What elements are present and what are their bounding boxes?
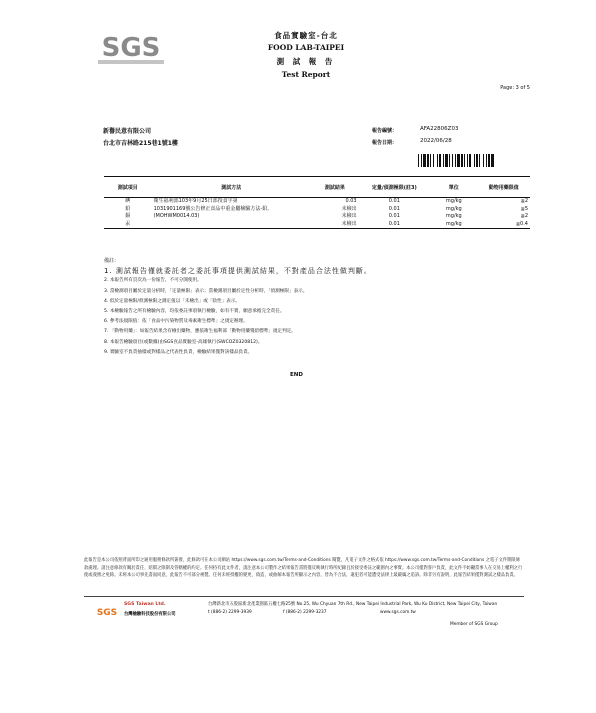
note-item: 4. 低於定量極限/偵測極限之測定值以「未檢出」或「陰性」表示。 (104, 298, 241, 304)
cell-result: 未檢出 (311, 221, 359, 229)
cell-unit: mg/kg (445, 198, 462, 204)
col-unit: 單位 (430, 177, 478, 198)
barcode-bar (427, 154, 429, 167)
barcode-bar (457, 154, 460, 167)
report-title-en: Test Report (281, 70, 331, 79)
barcode-bar (474, 154, 475, 167)
col-test-method: 測試方法 (152, 177, 311, 198)
cell-item: 鎘 (125, 213, 131, 219)
cell-method: 1031901169號公告修正食品中重金屬檢驗方法-鉛、 (153, 205, 273, 212)
cell-result: 未檢出 (341, 205, 357, 212)
barcode-bar (445, 154, 448, 167)
footer-website[interactable]: www.sgs.com.tw (380, 610, 416, 615)
report-date: 2022/06/28 (420, 138, 452, 144)
cell-unit: mg/kg (445, 213, 462, 219)
footer-sgs-logo (94, 603, 120, 618)
barcode-bar (443, 154, 444, 167)
report-date-label: 報告日期： (372, 140, 398, 146)
cell-limit: ≦2 (520, 198, 528, 204)
cell-item: 鉛 (125, 205, 131, 212)
cell-item: 碘 (125, 198, 131, 204)
barcode-bar (491, 154, 494, 167)
cell-limit: ≦0.4 (478, 221, 530, 229)
note-item: 3. 當檢測項目屬於定量分析時，「定量極限」表示；當檢測項目屬於定性分析時，「偵測極限」表示。 (104, 288, 308, 294)
barcode-bar (430, 154, 431, 167)
note-item: 6. 參考法規限值：依「食品中污染物質及毒素衛生標準」之規定辦理。 (104, 319, 248, 325)
sgs-logo (96, 28, 166, 68)
notes-section (104, 256, 534, 358)
col-limit: 動物用藥限值 (478, 177, 530, 198)
barcode-bar (469, 154, 471, 167)
barcode-bar (486, 154, 487, 167)
barcode-bar (439, 154, 441, 167)
barcode-bar (449, 154, 450, 167)
cell-result: 未檢出 (341, 213, 357, 219)
barcode-bar (483, 154, 484, 167)
cell-method: 衛生福利部103年9月25日部授食字第 (153, 198, 238, 204)
footer-disclaimer: 此報告是本公司依照背面所印之通用服務條款所簽發，此條款可在本公司網站 https://www.sgs.com.tw/Terms-and-Conditions 閱覽，凡電子文件之格式依 https://www.sgs.com.tw/Terms-and-Conditions 之電子文件期限條款處理。請注意條款有關於責任、賠償之限制及管轄權的約定。任何持有此文件者，請注意本公司製作之結果報告書將僅反映執行時所紀錄且於接受委託之範圍內之事實。本公司僅對客戶負責，此文件不妨礙當事人在交易上權利之行使或義務之免除。未經本公司事先書面同意，此報告不可部分複製。任何未經授權的變更、偽造、或曲解本報告所顯示之內容，皆為不合法，違犯者可能遭受法律上最嚴厲之追訴。除非另有說明，此報告結果僅對測試之樣品負責。 (84, 558, 523, 578)
end-marker: END (290, 372, 303, 378)
barcode-bar (488, 154, 490, 167)
cell-method: (MOHWM0014.03) (153, 213, 200, 219)
footer-company: SGS Taiwan Ltd. (124, 602, 166, 607)
barcode-bar (467, 154, 468, 167)
lab-name-en: FOOD LAB-TAIPEI (267, 43, 345, 52)
note-item: 8. 本報告檢驗項目(或數據)由SGS食品實驗室-高雄執行(SWCOZ0320812)。 (104, 339, 263, 345)
footer-company-cn: 台灣檢驗科技股份有限公司 (124, 612, 176, 617)
cell-item: 汞 (104, 221, 152, 229)
lab-name-cn: 食品實驗室-台北 (274, 31, 338, 40)
footer-address: 台灣新北市五股區新北產業園區五權七路25號 No.25, Wu Chyuan 7th Rd., New Taipei Industrial Park, Wu Ku District, New Taipei City, Taiwan (208, 602, 498, 607)
col-test-result: 測試結果 (311, 177, 359, 198)
barcode-bar (452, 154, 453, 167)
footer-divider (84, 596, 524, 597)
barcode-bar (479, 154, 480, 167)
report-title-cn: 測 試 報 告 (276, 57, 336, 66)
footer-member: Member of SGS Group (450, 622, 498, 627)
cell-limit: ≦2 (520, 213, 528, 219)
barcode-bar (476, 154, 478, 167)
cell-limit: ≦5 (520, 205, 528, 212)
barcode-bar (423, 154, 426, 167)
cell-lod: 0.01 (359, 221, 430, 229)
footer-phone: t (886-2) 2299-3939 (208, 610, 252, 615)
cell-unit: mg/kg (430, 221, 478, 229)
table-row (104, 221, 530, 229)
barcode-bar (418, 154, 419, 167)
page-number: Page: 3 of 5 (500, 85, 530, 91)
client-address: 台北市吉林路215巷1號1樓 (103, 140, 178, 147)
note-item: 2. 本報告所有頁次為一份報告，不可分開使用。 (104, 278, 202, 284)
cell-unit: mg/kg (445, 205, 462, 212)
note-item: 9. 實驗室不負責抽樣或對樣品之代表性負責，檢驗結果僅對該樣品負責。 (104, 349, 253, 355)
barcode-bar (433, 154, 434, 167)
notes-title: 備註： (104, 258, 120, 264)
results-table (104, 176, 530, 229)
barcode-bar (455, 154, 456, 167)
cell-lod: 0.01 (388, 205, 400, 212)
table-row (104, 213, 530, 221)
barcode (418, 152, 528, 165)
note-item: 1. 測試報告僅就委託者之委託事項提供測試結果，不對產品合法性做判斷。 (104, 267, 372, 276)
results-header-row (104, 177, 530, 198)
barcode-bar (437, 154, 438, 167)
report-number-label: 報告編號： (372, 128, 398, 134)
svg-text:SGS: SGS (96, 608, 118, 618)
client-company: 新譽民意有限公司 (103, 128, 152, 135)
cell-lod: 0.01 (388, 198, 400, 204)
col-test-item: 測試項目 (104, 177, 152, 198)
col-lod: 定量/偵測極限(註3) (359, 177, 430, 198)
table-row (104, 206, 530, 214)
sgs-logo-text: SGS (101, 33, 161, 63)
barcode-bar (464, 154, 465, 167)
note-item: 5. 本檢驗報告之所有檢驗內容，均依委託事項執行檢驗，如有不實，願意承擔完全責任。 (104, 309, 285, 315)
cell-lod: 0.01 (388, 213, 400, 219)
barcode-bar (421, 154, 422, 167)
report-number: AFA22806Z03 (420, 126, 459, 132)
barcode-bar (461, 154, 463, 167)
footer-fax: f (886-2) 2299-3237 (283, 610, 327, 615)
table-row (104, 198, 530, 206)
cell-result: 0.03 (345, 198, 357, 204)
note-item: 7. 「動物用藥」：如報告結果含有檢出藥物，應依衛生福利部「動物用藥殘留標準」規定判定。 (104, 329, 296, 335)
cell-method (152, 221, 311, 229)
